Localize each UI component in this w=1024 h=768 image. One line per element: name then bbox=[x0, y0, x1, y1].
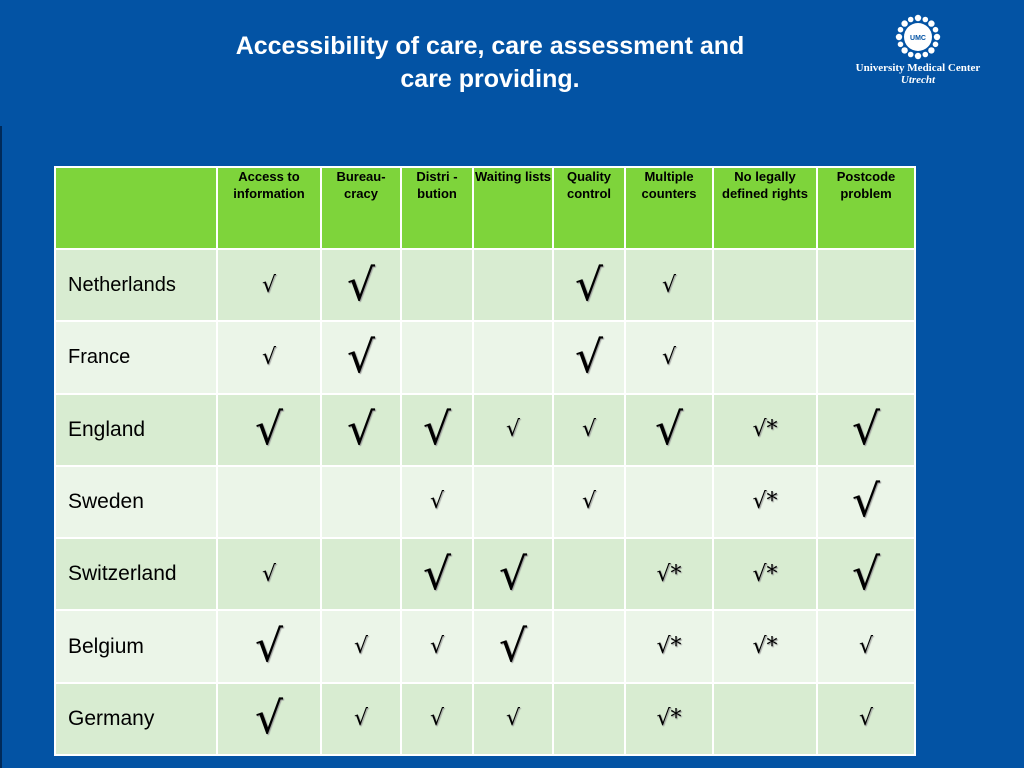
check-mark: √ bbox=[401, 610, 473, 682]
country-name: Germany bbox=[55, 683, 217, 755]
check-mark: √ bbox=[553, 394, 625, 466]
check-mark: √ bbox=[321, 683, 401, 755]
check-mark: √ bbox=[217, 249, 321, 321]
check-mark: √ bbox=[473, 394, 553, 466]
check-mark: √ bbox=[217, 538, 321, 610]
header-corner bbox=[55, 167, 217, 249]
empty-cell bbox=[401, 321, 473, 393]
country-name: Belgium bbox=[55, 610, 217, 682]
check-mark: √ bbox=[473, 683, 553, 755]
check-mark: √ bbox=[217, 610, 321, 682]
check-star-mark: √* bbox=[625, 538, 713, 610]
empty-cell bbox=[321, 466, 401, 538]
empty-cell bbox=[321, 538, 401, 610]
empty-cell bbox=[713, 683, 817, 755]
umc-logo bbox=[848, 14, 988, 86]
check-star-mark: √* bbox=[625, 683, 713, 755]
empty-cell bbox=[817, 249, 915, 321]
title-line-1: Accessibility of care, care assessment and bbox=[235, 32, 745, 60]
country-name: France bbox=[55, 321, 217, 393]
check-mark: √ bbox=[553, 466, 625, 538]
check-star-mark: √* bbox=[713, 610, 817, 682]
table-row bbox=[55, 321, 915, 393]
country-name: Sweden bbox=[55, 466, 217, 538]
check-mark: √ bbox=[625, 249, 713, 321]
empty-cell bbox=[553, 683, 625, 755]
empty-cell bbox=[553, 610, 625, 682]
empty-cell bbox=[713, 249, 817, 321]
column-header: Bureau-cracy bbox=[321, 167, 401, 249]
check-mark: √ bbox=[217, 394, 321, 466]
empty-cell bbox=[473, 249, 553, 321]
column-header: Distri - bution bbox=[401, 167, 473, 249]
check-mark: √ bbox=[817, 683, 915, 755]
check-mark: √ bbox=[217, 321, 321, 393]
check-star-mark: √* bbox=[713, 466, 817, 538]
table-row bbox=[55, 249, 915, 321]
check-mark: √ bbox=[817, 538, 915, 610]
check-mark: √ bbox=[473, 538, 553, 610]
table-row bbox=[55, 538, 915, 610]
empty-cell bbox=[473, 321, 553, 393]
empty-cell bbox=[473, 466, 553, 538]
check-star-mark: √* bbox=[625, 610, 713, 682]
slide-title bbox=[160, 30, 820, 96]
table-row bbox=[55, 466, 915, 538]
check-mark: √ bbox=[401, 466, 473, 538]
check-mark: √ bbox=[401, 394, 473, 466]
country-name: Netherlands bbox=[55, 249, 217, 321]
empty-cell bbox=[713, 321, 817, 393]
check-mark: √ bbox=[553, 321, 625, 393]
column-header: Multiple counters bbox=[625, 167, 713, 249]
country-name: Switzerland bbox=[55, 538, 217, 610]
empty-cell bbox=[553, 538, 625, 610]
sunburst-logo-icon bbox=[895, 14, 941, 60]
empty-cell bbox=[625, 466, 713, 538]
check-mark: √ bbox=[217, 683, 321, 755]
logo-line-2: Utrecht bbox=[900, 74, 936, 86]
check-mark: √ bbox=[321, 321, 401, 393]
empty-cell bbox=[817, 321, 915, 393]
logo-line-1: University Medical Center bbox=[855, 62, 981, 74]
title-line-2: care providing. bbox=[400, 65, 580, 93]
empty-cell bbox=[401, 249, 473, 321]
check-mark: √ bbox=[401, 538, 473, 610]
check-mark: √ bbox=[817, 610, 915, 682]
column-header: Access to information bbox=[217, 167, 321, 249]
check-mark: √ bbox=[321, 610, 401, 682]
column-header: No legally defined rights bbox=[713, 167, 817, 249]
column-header: Waiting lists bbox=[473, 167, 553, 249]
comparison-table bbox=[54, 166, 916, 756]
check-mark: √ bbox=[553, 249, 625, 321]
header-row bbox=[55, 167, 915, 249]
check-mark: √ bbox=[321, 394, 401, 466]
left-edge-divider bbox=[0, 126, 2, 768]
table-row bbox=[55, 683, 915, 755]
logo-badge-text: UMC bbox=[910, 35, 926, 42]
check-mark: √ bbox=[401, 683, 473, 755]
check-star-mark: √* bbox=[713, 394, 817, 466]
check-mark: √ bbox=[625, 321, 713, 393]
table-row bbox=[55, 610, 915, 682]
column-header: Quality control bbox=[553, 167, 625, 249]
check-mark: √ bbox=[321, 249, 401, 321]
column-header: Postcode problem bbox=[817, 167, 915, 249]
country-name: England bbox=[55, 394, 217, 466]
check-mark: √ bbox=[473, 610, 553, 682]
check-mark: √ bbox=[817, 466, 915, 538]
empty-cell bbox=[217, 466, 321, 538]
table-body bbox=[55, 249, 915, 755]
check-star-mark: √* bbox=[713, 538, 817, 610]
check-mark: √ bbox=[817, 394, 915, 466]
check-mark: √ bbox=[625, 394, 713, 466]
table-row bbox=[55, 394, 915, 466]
